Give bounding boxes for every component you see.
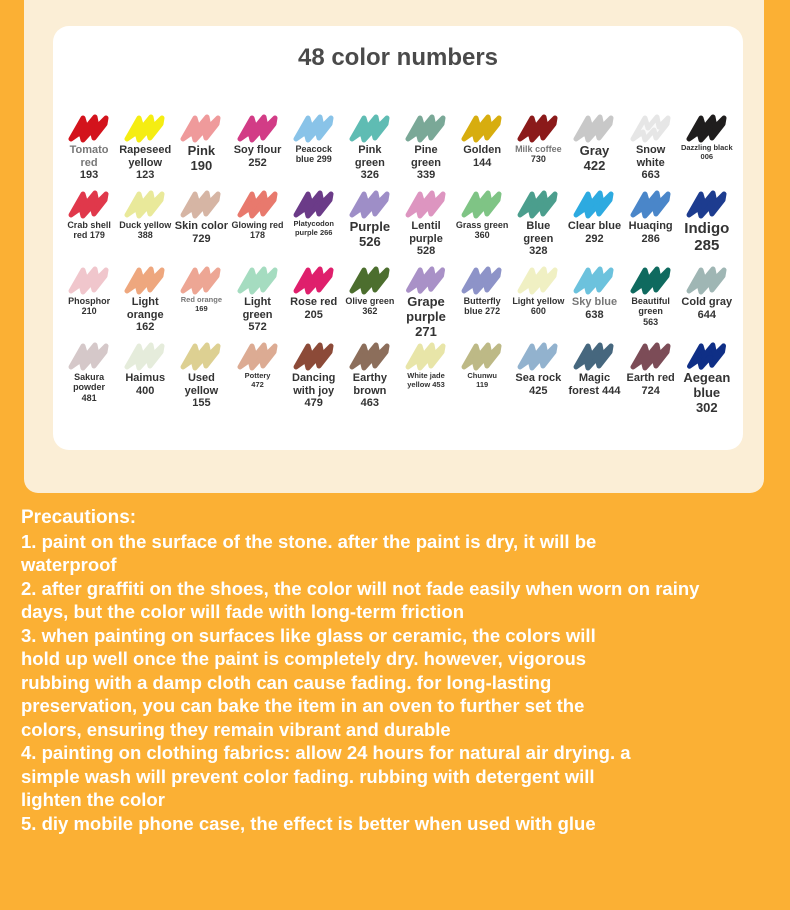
color-label	[173, 372, 229, 410]
color-swatch-item	[61, 264, 117, 340]
color-number: 302	[695, 400, 718, 416]
color-name: Rapeseed yellow	[119, 144, 172, 169]
color-name: Skin color	[174, 220, 228, 232]
color-label	[286, 144, 342, 165]
color-swatch-item	[398, 340, 454, 416]
paint-stroke-swatch	[235, 340, 281, 372]
color-swatch-item	[454, 112, 510, 188]
precaution-item: 4. painting on clothing fabrics: allow 24 hours for natural air drying. a simple wash will prevent color fading. rubbing with detergent will lighten the color	[21, 742, 631, 810]
color-swatch-item	[679, 340, 735, 416]
color-number: 563	[643, 316, 659, 327]
color-number: 360	[474, 230, 490, 241]
color-number: 252	[248, 156, 267, 169]
color-swatch-item	[229, 340, 285, 416]
color-swatch-item	[566, 188, 622, 264]
color-label	[230, 220, 286, 241]
paint-stroke-swatch	[66, 112, 112, 144]
color-name: Earth red 724	[626, 372, 675, 397]
color-swatch-item	[117, 264, 173, 340]
color-name: Dancing with joy	[292, 372, 336, 397]
color-number: 155	[192, 397, 211, 410]
color-label	[679, 144, 735, 161]
color-number: 422	[583, 157, 606, 173]
color-label	[566, 220, 622, 245]
color-swatch-item	[398, 188, 454, 264]
color-number: 479	[304, 397, 323, 410]
color-swatch-item	[398, 112, 454, 188]
paint-stroke-swatch	[235, 188, 281, 220]
paint-stroke-swatch	[459, 340, 505, 372]
color-swatch-item	[229, 112, 285, 188]
color-label	[173, 296, 229, 313]
precaution-item: 5. diy mobile phone case, the effect is better when used with glue	[21, 812, 596, 834]
color-label	[230, 296, 286, 334]
color-number: 600	[530, 306, 546, 317]
color-swatch-item	[679, 188, 735, 264]
color-swatch-item	[286, 340, 342, 416]
color-label	[566, 144, 622, 174]
color-swatch-item	[61, 188, 117, 264]
color-name: Beautiful green	[631, 296, 670, 317]
color-swatch-item	[454, 188, 510, 264]
color-label	[623, 144, 679, 182]
color-number: 326	[360, 169, 380, 182]
paint-stroke-swatch	[122, 340, 168, 372]
color-label	[510, 220, 566, 258]
paint-stroke-swatch	[628, 188, 674, 220]
color-label	[510, 372, 566, 397]
color-swatch-item	[566, 264, 622, 340]
paint-stroke-swatch	[403, 264, 449, 295]
color-swatch-item	[398, 264, 454, 340]
paint-stroke-swatch	[403, 112, 449, 144]
color-label	[61, 144, 117, 182]
color-number: 144	[472, 156, 492, 169]
color-name: Glowing red 178	[231, 220, 284, 241]
color-label	[454, 144, 510, 169]
color-number: 638	[585, 308, 604, 321]
paint-stroke-swatch	[684, 188, 730, 220]
color-number: 526	[359, 233, 381, 249]
paint-stroke-swatch	[571, 112, 617, 144]
color-label	[117, 144, 173, 182]
color-label	[510, 144, 566, 165]
color-number: 472	[251, 379, 264, 389]
precaution-item: 3. when painting on surfaces like glass or ceramic, the colors will hold up well once the paint is completely dry. however, vigorous rubbing with a damp cloth can cause fading. for long-lasting preservation, you can bake the item in an oven to further set the colors, ensuring they remain vibrant and durable	[21, 624, 596, 740]
color-swatch-item	[623, 188, 679, 264]
paint-stroke-swatch	[684, 264, 730, 296]
color-swatch-item	[623, 340, 679, 416]
color-label	[61, 220, 117, 241]
color-label	[173, 144, 229, 174]
color-name: Snow white	[635, 144, 666, 169]
paint-stroke-swatch	[178, 188, 224, 220]
color-name: Olive green	[345, 296, 395, 306]
precautions-section	[21, 506, 761, 835]
color-name: Milk coffee	[515, 144, 562, 154]
color-number: 162	[136, 321, 155, 334]
color-label	[566, 372, 622, 397]
paint-stroke-swatch	[515, 340, 561, 372]
color-label	[566, 296, 622, 321]
color-swatch-item	[173, 264, 229, 340]
color-swatch-grid	[61, 112, 735, 416]
color-name: Indigo	[684, 220, 730, 237]
paint-stroke-swatch	[66, 264, 112, 296]
color-name: Butterfly blue 272	[463, 296, 501, 317]
precaution-item: 1. paint on the surface of the stone. after the paint is dry, it will be waterproof	[21, 530, 597, 575]
color-name: Duck yellow	[119, 220, 172, 230]
color-number: 425	[529, 384, 548, 397]
color-number: 190	[190, 157, 213, 173]
color-number: 362	[362, 306, 378, 317]
paint-stroke-swatch	[178, 112, 224, 144]
color-swatch-item	[510, 112, 566, 188]
color-number: 123	[136, 169, 155, 182]
color-number: 285	[694, 237, 720, 255]
color-label	[117, 372, 173, 397]
paint-stroke-swatch	[515, 264, 561, 296]
paint-stroke-swatch	[403, 340, 449, 372]
paint-stroke-swatch	[291, 112, 337, 144]
color-swatch-item	[679, 112, 735, 188]
color-number: 205	[304, 308, 323, 321]
color-swatch-item	[117, 340, 173, 416]
color-number: 292	[585, 232, 604, 245]
color-name: Rose red	[290, 296, 338, 308]
color-number: 463	[360, 397, 380, 410]
paint-stroke-swatch	[235, 264, 281, 296]
color-number: 339	[416, 169, 436, 182]
color-number: 271	[415, 324, 437, 340]
color-label	[61, 372, 117, 403]
color-name: Blue green	[523, 220, 554, 245]
color-name: Phosphor	[68, 296, 111, 306]
precautions-heading: Precautions:	[21, 507, 137, 528]
paint-stroke-swatch	[122, 264, 168, 296]
color-swatch-item	[61, 340, 117, 416]
paint-stroke-swatch	[291, 264, 337, 296]
color-swatch-item	[61, 112, 117, 188]
paint-stroke-swatch	[178, 340, 224, 372]
paint-stroke-swatch	[684, 112, 730, 144]
color-swatch-item	[117, 188, 173, 264]
color-label	[342, 296, 398, 317]
paint-stroke-swatch	[628, 264, 674, 296]
color-name: White jade yellow 453	[407, 371, 445, 389]
chart-title: 48 color numbers	[297, 44, 499, 71]
paint-stroke-swatch	[459, 188, 505, 220]
color-name: Golden	[463, 144, 502, 156]
color-swatch-item	[454, 264, 510, 340]
paint-stroke-swatch	[515, 112, 561, 144]
color-label	[286, 296, 342, 321]
color-name: Lentil purple	[409, 220, 443, 245]
color-swatch-item	[342, 264, 398, 340]
paint-stroke-swatch	[403, 188, 449, 220]
color-name: Dazzling black	[680, 143, 733, 152]
color-label	[117, 220, 173, 241]
color-number: 169	[195, 303, 208, 313]
paint-stroke-swatch	[459, 112, 505, 144]
color-label	[398, 144, 454, 182]
color-swatch-item	[566, 340, 622, 416]
color-name: Sakura powder	[73, 372, 106, 393]
color-swatch-item	[286, 112, 342, 188]
color-number: 388	[137, 230, 153, 241]
color-number: 286	[641, 232, 660, 245]
color-label	[623, 220, 679, 245]
color-name: Peacock blue 299	[295, 144, 332, 165]
color-label	[623, 372, 679, 397]
color-name: Purple	[349, 219, 391, 234]
paint-stroke-swatch	[571, 340, 617, 372]
color-chart-card	[53, 26, 743, 450]
color-label	[398, 372, 454, 389]
color-label	[173, 220, 229, 245]
paint-stroke-swatch	[571, 188, 617, 220]
paint-stroke-swatch	[66, 340, 112, 372]
color-label	[286, 220, 342, 237]
color-label	[679, 371, 735, 416]
color-number: 730	[530, 154, 546, 165]
color-swatch-item	[229, 188, 285, 264]
color-label	[398, 220, 454, 258]
color-number: 528	[416, 245, 436, 258]
color-label	[454, 220, 510, 241]
color-label	[679, 296, 735, 321]
color-swatch-item	[510, 340, 566, 416]
color-swatch-item	[510, 264, 566, 340]
paint-stroke-swatch	[347, 112, 393, 144]
paint-stroke-swatch	[628, 112, 674, 144]
color-name: Magic forest 444	[568, 372, 621, 397]
color-name: Platycodon purple 266	[293, 219, 334, 237]
color-swatch-item	[286, 188, 342, 264]
color-swatch-item	[229, 264, 285, 340]
color-label	[286, 372, 342, 410]
color-number: 729	[192, 232, 211, 245]
color-label	[342, 372, 398, 410]
paint-stroke-swatch	[122, 188, 168, 220]
color-label	[230, 372, 286, 389]
color-name: Grass green	[455, 220, 509, 230]
paint-stroke-swatch	[347, 264, 393, 296]
paint-stroke-swatch	[347, 188, 393, 220]
color-number: 572	[248, 321, 267, 334]
paint-stroke-swatch	[347, 340, 393, 372]
color-name: Grape purple	[406, 294, 446, 325]
color-name: Tomato red	[69, 144, 109, 169]
color-swatch-item	[623, 112, 679, 188]
color-label	[398, 295, 454, 340]
color-name: Chunwu	[467, 371, 497, 380]
color-name: Used yellow	[184, 372, 219, 397]
color-label	[679, 220, 735, 255]
color-label	[510, 296, 566, 317]
color-name: Pink green	[354, 144, 385, 169]
color-name: Light yellow	[512, 296, 565, 306]
color-number: 119	[476, 379, 489, 389]
paint-stroke-swatch	[291, 340, 337, 372]
color-label	[117, 296, 173, 334]
color-number: 663	[641, 169, 660, 182]
color-label	[454, 296, 510, 317]
paint-stroke-swatch	[66, 188, 112, 220]
color-name: Sky blue	[571, 296, 618, 308]
color-name: Cold gray 644	[681, 296, 733, 321]
color-swatch-item	[286, 264, 342, 340]
paint-stroke-swatch	[291, 188, 337, 220]
color-swatch-item	[454, 340, 510, 416]
color-name: Light orange	[126, 296, 164, 321]
color-name: Pottery	[244, 371, 271, 380]
paint-stroke-swatch	[122, 112, 168, 144]
color-number: 328	[529, 245, 548, 258]
color-label	[61, 296, 117, 317]
paint-stroke-swatch	[235, 112, 281, 144]
color-name: Sea rock	[515, 372, 562, 384]
color-swatch-item	[117, 112, 173, 188]
color-label	[623, 296, 679, 327]
color-swatch-item	[510, 188, 566, 264]
color-number: 400	[136, 384, 155, 397]
paint-stroke-swatch	[178, 264, 224, 296]
color-swatch-item	[173, 112, 229, 188]
color-swatch-item	[173, 340, 229, 416]
color-number: 481	[81, 392, 97, 403]
color-name: Clear blue	[567, 220, 622, 232]
precaution-item: 2. after graffiti on the shoes, the color will not fade easily when worn on rainy days, but the color will fade with long-term friction	[21, 577, 700, 622]
color-name: Soy flour	[233, 144, 282, 156]
color-swatch-item	[679, 264, 735, 340]
color-swatch-item	[623, 264, 679, 340]
color-number: 193	[79, 169, 99, 182]
color-name: Pine green	[411, 144, 441, 169]
color-label	[454, 372, 510, 389]
color-name: Pink	[187, 143, 216, 158]
color-number: 006	[700, 151, 714, 161]
color-label	[342, 220, 398, 250]
paint-stroke-swatch	[571, 264, 617, 296]
color-name: Earthy brown	[352, 372, 387, 397]
color-swatch-item	[342, 188, 398, 264]
color-swatch-item	[342, 340, 398, 416]
paint-stroke-swatch	[684, 340, 730, 371]
color-label	[342, 144, 398, 182]
paint-stroke-swatch	[459, 264, 505, 296]
color-number: 210	[81, 306, 97, 317]
color-swatch-item	[173, 188, 229, 264]
color-name: Aegean blue	[683, 370, 731, 401]
color-swatch-item	[566, 112, 622, 188]
color-name: Crab shell red 179	[67, 220, 111, 241]
color-name: Huaqing	[628, 220, 673, 232]
color-label	[230, 144, 286, 169]
color-name: Gray	[579, 143, 610, 158]
paint-stroke-swatch	[628, 340, 674, 372]
color-name: Haimus	[125, 372, 166, 384]
color-swatch-item	[342, 112, 398, 188]
paint-stroke-swatch	[515, 188, 561, 220]
color-name: Red orange	[180, 295, 223, 304]
color-name: Light green	[242, 296, 273, 321]
